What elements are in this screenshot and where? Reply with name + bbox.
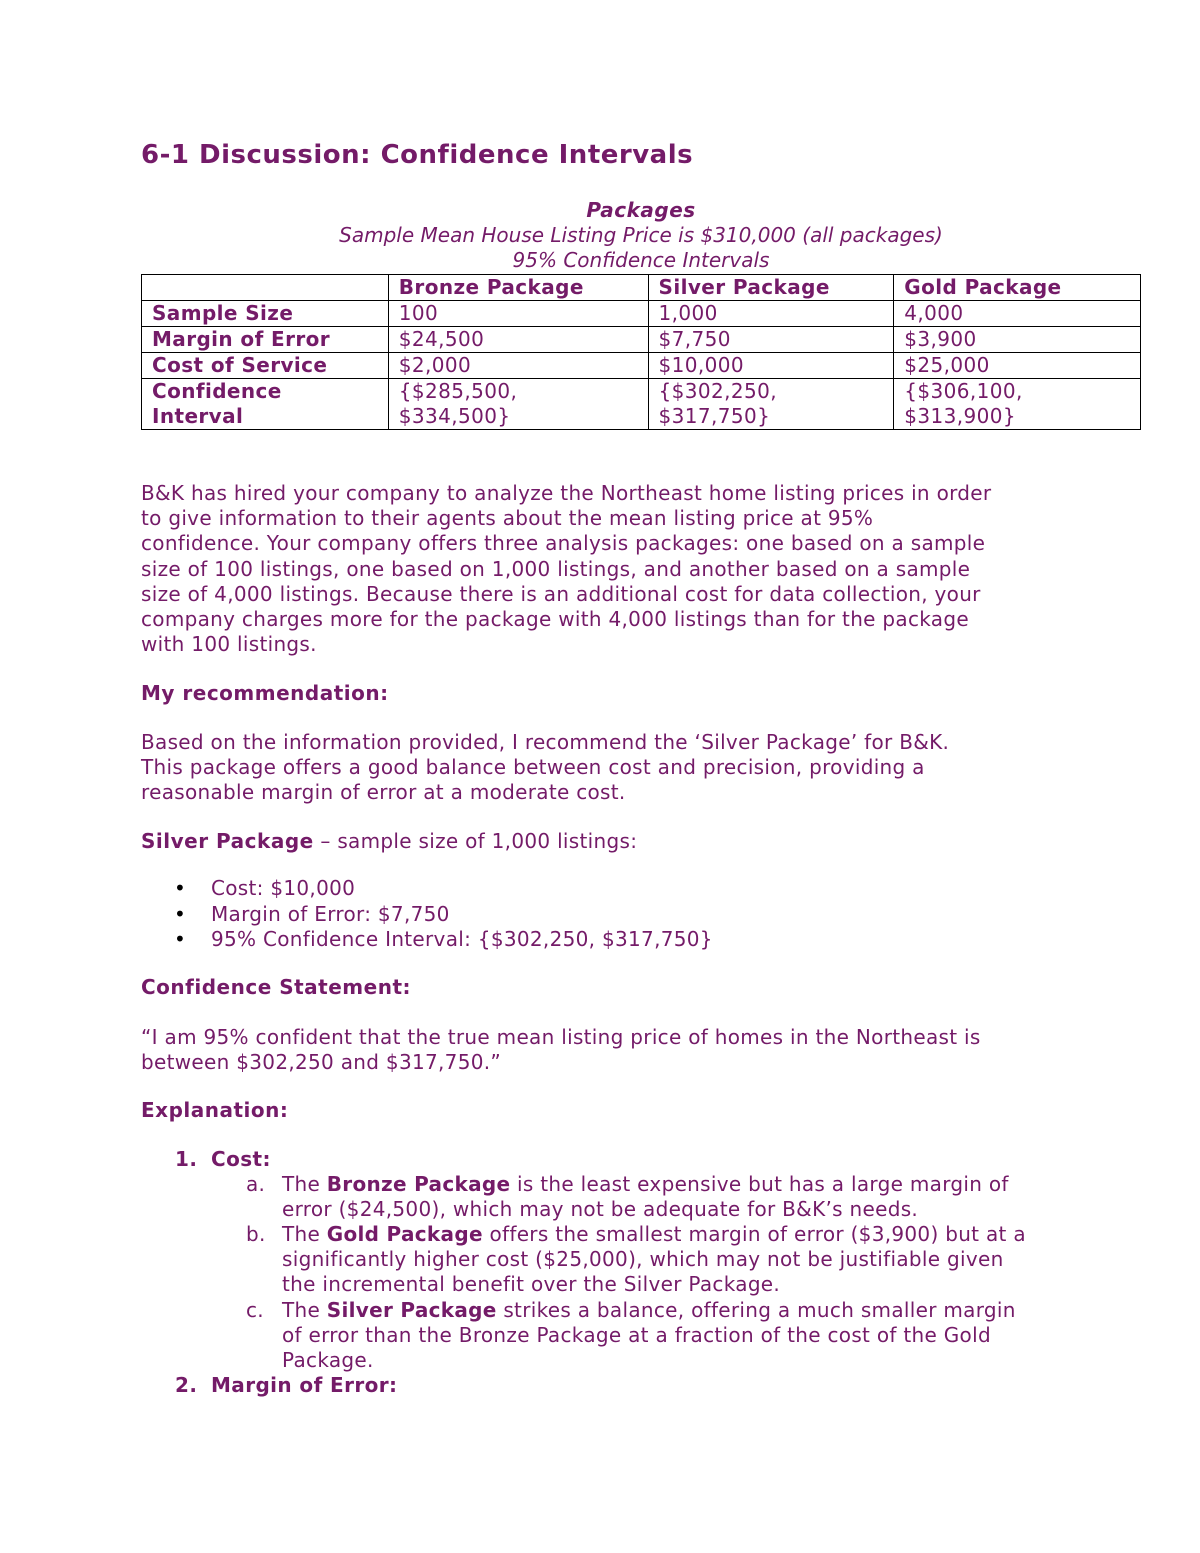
silver-package-name: Silver Package: [141, 829, 314, 853]
table-cell: $24,500: [388, 327, 648, 353]
list-letter: c.: [246, 1298, 264, 1322]
table-cell: $10,000: [648, 353, 894, 379]
sub-item-text: [282, 1222, 1042, 1298]
fact-text: Cost: $10,000: [211, 876, 356, 900]
table-cell: $7,750: [648, 327, 894, 353]
table-header-cell: Silver Package: [648, 275, 894, 301]
list-item: [141, 927, 713, 953]
table-header-cell: [142, 275, 389, 301]
table-row: [142, 327, 1141, 353]
confidence-statement-paragraph: [141, 1025, 1141, 1075]
text-line: B&K has hired your company to analyze the Northeast home listing prices in order: [141, 481, 992, 505]
text-line: confidence. Your company offers three analysis packages: one based on a sample: [141, 531, 986, 556]
text-line: Based on the information provided, I recommend the ‘Silver Package’ for B&K.: [141, 730, 950, 754]
row-label-line: Interval: [152, 404, 244, 428]
row-label-line: Confidence: [152, 379, 282, 403]
bullet-icon: •: [174, 901, 187, 926]
fact-text: 95% Confidence Interval: {$302,250, $317,750}: [211, 927, 713, 951]
cell-line: $317,750}: [658, 404, 771, 428]
bullet-icon: •: [174, 876, 187, 900]
table-cell: [648, 379, 894, 430]
package-name: Bronze Package: [326, 1172, 511, 1196]
package-name: Silver Package: [326, 1298, 497, 1322]
package-name: Gold Package: [326, 1222, 483, 1246]
sub-item-pre: The: [282, 1172, 327, 1196]
packages-table: [141, 274, 1141, 430]
row-label: Cost of Service: [142, 353, 389, 379]
list-letter: b.: [246, 1222, 266, 1246]
table-caption-subtitle: Sample Mean House Listing Price is $310,000 (all packages): [339, 223, 943, 247]
sub-item-post: strikes a balance, offering a much smaller margin of error than the Bronze Package at a fraction of the cost of the Gold Package.: [282, 1298, 1016, 1373]
list-number: 2.: [175, 1373, 198, 1397]
text-line: reasonable margin of error at a moderate cost.: [141, 780, 626, 805]
cell-line: {$285,500,: [398, 379, 518, 403]
cell-line: $334,500}: [398, 404, 511, 428]
list-letter: a.: [246, 1172, 266, 1196]
text-line: company charges more for the package with 4,000 listings than for the package: [141, 607, 969, 632]
table-row: [142, 379, 1141, 430]
sub-item-post: offers the smallest margin of error ($3,900) but at a significantly higher cost ($25,000), which may not be justifiable given the incremental benefit over the Silver Package.: [282, 1222, 1026, 1297]
recommendation-paragraph: [141, 730, 1141, 806]
cell-line: {$302,250,: [658, 379, 778, 403]
table-cell: $3,900: [894, 327, 1141, 353]
confidence-statement-heading: Confidence Statement:: [141, 975, 412, 999]
table-header-row: [142, 275, 1141, 301]
list-item: [141, 876, 713, 902]
text-line: This package offers a good balance between cost and precision, providing a: [141, 755, 925, 780]
text-line: size of 4,000 listings. Because there is an additional cost for data collection, your: [141, 581, 981, 606]
list-item-label: Cost:: [211, 1147, 271, 1171]
table-header-cell: Gold Package: [894, 275, 1141, 301]
recommendation-heading: My recommendation:: [141, 681, 389, 705]
text-line: to give information to their agents about the mean listing price at 95%: [141, 506, 874, 531]
table-cell: $2,000: [388, 353, 648, 379]
table-cell: 100: [388, 301, 648, 327]
text-line: size of 100 listings, one based on 1,000 listings, and another based on a sample: [141, 556, 971, 581]
list-item-label: Margin of Error:: [211, 1373, 398, 1397]
table-cell: 1,000: [648, 301, 894, 327]
sub-item-text: [282, 1298, 1042, 1374]
table-cell: [894, 379, 1141, 430]
list-item: [141, 902, 713, 928]
sub-item-text: [282, 1172, 1042, 1222]
row-label: Sample Size: [142, 301, 389, 327]
row-label: [142, 379, 389, 430]
table-row: [142, 301, 1141, 327]
table-caption-title: Packages: [586, 198, 696, 222]
table-caption-intervals: 95% Confidence Intervals: [512, 248, 770, 272]
bullet-icon: •: [174, 927, 187, 951]
intro-paragraph: [141, 481, 1141, 657]
text-line: between $302,250 and $317,750.”: [141, 1050, 502, 1075]
sub-item-pre: The: [282, 1222, 327, 1246]
silver-package-heading: [141, 829, 1141, 854]
table-header-cell: Bronze Package: [388, 275, 648, 301]
table-cell: 4,000: [894, 301, 1141, 327]
fact-text: Margin of Error: $7,750: [211, 901, 450, 926]
text-line: “I am 95% confident that the true mean listing price of homes in the Northeast is: [141, 1025, 981, 1049]
sub-item-post: is the least expensive but has a large margin of error ($24,500), which may not be adequate for B&K’s needs.: [282, 1172, 1009, 1222]
silver-package-desc: – sample size of 1,000 listings:: [313, 829, 638, 853]
text-line: with 100 listings.: [141, 632, 317, 657]
list-number: 1.: [175, 1147, 198, 1171]
cell-line: {$306,100,: [904, 379, 1023, 403]
sub-item-pre: The: [282, 1298, 327, 1322]
table-cell: $25,000: [894, 353, 1141, 379]
cell-line: $313,900}: [904, 404, 1017, 428]
table-cell: [388, 379, 648, 430]
silver-package-facts: [141, 876, 713, 953]
document-title: 6-1 Discussion: Confidence Intervals: [141, 140, 694, 170]
row-label: Margin of Error: [142, 327, 389, 353]
explanation-heading: Explanation:: [141, 1098, 289, 1122]
table-row: [142, 353, 1141, 379]
